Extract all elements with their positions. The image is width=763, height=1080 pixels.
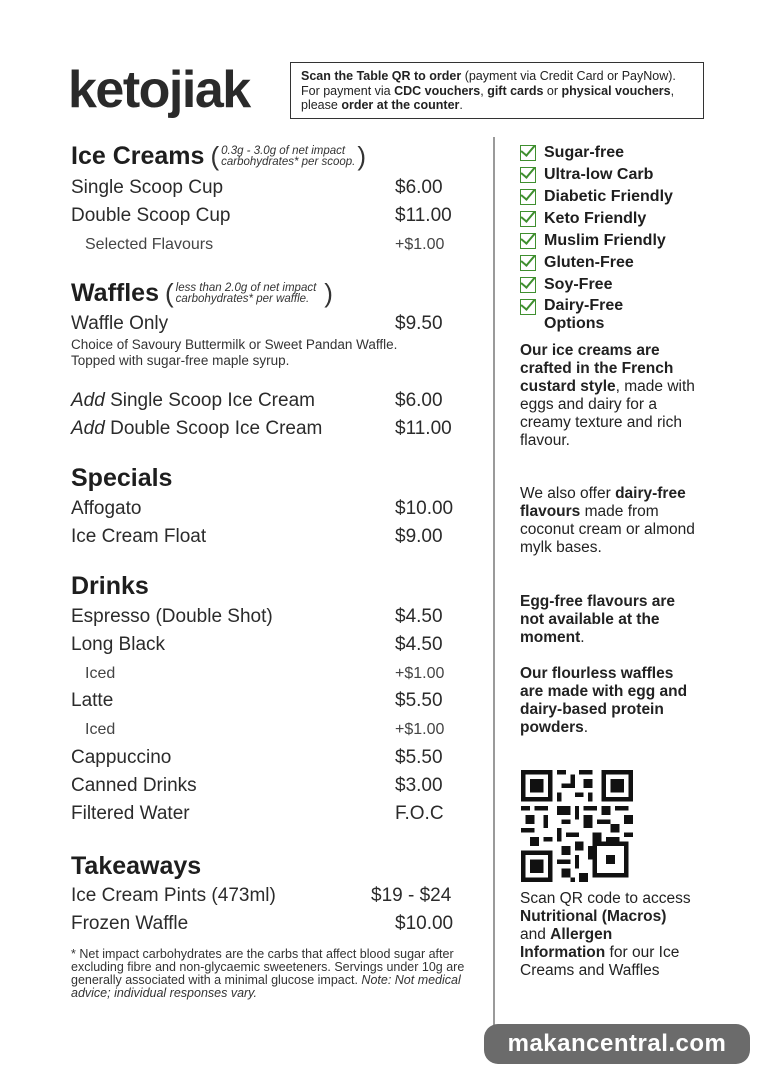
item-price: $6.00 [395,177,443,198]
waffles-note-1: less than 2.0g of net impact [175,281,317,294]
feature-label: Diabetic Friendly [544,188,673,205]
feature-item [520,165,673,187]
waffle-description: Choice of Savoury Buttermilk or Sweet Pandan Waffle. Topped with sugar-free maple syrup. [71,337,398,368]
item-price: $9.50 [395,313,443,334]
feature-label: Sugar-free [544,144,625,161]
qr-info [520,890,695,980]
feature-label: Muslim Friendly [544,232,666,249]
menu-item [71,498,471,520]
item-name: Canned Drinks [71,775,197,796]
item-name: Iced [85,665,116,682]
feature-label: Soy-Free [544,276,613,293]
notice-end: . [459,98,463,112]
qr-nutritional: Nutritional (Macros) [520,908,667,925]
notice-text-2: , please [301,83,675,112]
add-word: Add [71,390,105,411]
eggfree-end: . [580,629,585,646]
menu-item [71,390,471,412]
item-price: $3.00 [395,775,443,796]
menu-item [71,606,471,628]
feature-item [520,209,673,231]
waffles-note-2: carbohydrates* per waffle. [175,292,310,305]
flourless-end: . [583,719,589,736]
item-name: Affogato [71,498,142,519]
item-name: Iced [85,721,116,738]
menu-item [71,665,471,683]
paren-open: ( [210,141,220,171]
waffles-note [176,283,317,305]
menu-item [71,205,471,227]
item-name: Latte [71,690,114,711]
dairyfree-bold: dairy-free flavours [520,485,686,520]
ice-creams-title: Ice Creams [71,142,205,170]
feature-item [520,297,664,337]
item-name: Cappuccino [71,747,172,768]
item-name: Double Scoop Ice Cream [110,418,323,439]
item-name: Double Scoop Cup [71,205,231,226]
qr-allergen: Allergen Information [520,926,613,961]
notice-text-1: (payment via Credit Card or PayNow). For payment via [301,69,676,98]
specials-title: Specials [71,464,173,492]
egg-free-info [520,593,695,647]
checkbox-icon [520,167,536,183]
dairy-free-info [520,485,695,557]
checkbox-icon [520,189,536,205]
menu-item [71,885,471,907]
waffles-title: Waffles [71,279,159,307]
column-divider [493,137,495,1027]
footnote-text: * Net impact carbohydrates are the carbs that affect blood sugar after excluding fibre and non-glycaemic sweeteners. Servings under 10g are generally associated with a minimal glucose impact. [71,947,465,987]
flourless-info [520,665,695,737]
ice-creams-note [221,146,355,168]
feature-item [520,253,673,275]
paren-close: ) [357,141,367,171]
qr-code-icon[interactable] [521,770,633,882]
qr-rest: for our Ice Creams and Waffles [520,944,680,979]
watermark: makancentral.com [484,1024,750,1064]
flourless-bold: Our flourless waffles are made with egg and dairy-based protein powders [520,665,688,736]
menu-item [71,747,471,769]
custard-info [520,342,695,450]
item-price: $6.00 [395,390,443,411]
qr-pre: Scan QR code to access [520,890,691,907]
item-name: Single Scoop Ice Cream [110,390,315,411]
item-name: Frozen Waffle [71,913,189,934]
item-price: +$1.00 [395,721,445,738]
item-price: $11.00 [395,205,452,226]
qr-mid: and [520,926,551,943]
item-name: Ice Cream Float [71,526,207,547]
item-name: Long Black [71,634,166,655]
ketojiak-logo: ketojiak [68,61,250,119]
feature-label: Dairy-Free Options [544,297,624,332]
ice-creams-header [71,141,366,172]
dairyfree-pre: We also offer [520,485,616,502]
menu-item [71,526,471,548]
notice-scan-qr: Scan the Table QR to order [301,69,462,83]
item-name: Selected Flavours [85,236,214,253]
paren-open: ( [164,278,174,308]
order-notice [290,62,704,119]
item-price: $5.50 [395,690,443,711]
notice-sep-1: , [480,83,488,98]
menu-item [71,690,471,712]
menu-item [71,236,471,254]
carb-footnote [71,948,481,1000]
dairyfree-rest: made from coconut cream or almond mylk bases. [520,503,695,556]
feature-label: Gluten-Free [544,254,634,271]
ice-creams-note-1: 0.3g - 3.0g of net impact [221,144,346,157]
item-price: $5.50 [395,747,443,768]
waffles-header [71,278,333,309]
menu-item [71,775,471,797]
menu-item [71,913,471,935]
item-name: Ice Cream Pints (473ml) [71,885,276,906]
item-price: $19 - $24 [371,885,452,906]
menu-item [71,177,471,199]
checkbox-icon [520,277,536,293]
menu-item [71,418,471,440]
checkbox-icon [520,233,536,249]
item-price: +$1.00 [395,236,445,253]
notice-sep-2: or [543,83,562,98]
item-price: $11.00 [395,418,452,439]
eggfree-bold: Egg-free flavours are not available at the moment [520,593,676,646]
feature-item [520,231,673,253]
menu-item [71,803,471,825]
drinks-title: Drinks [71,572,149,600]
menu-item [71,313,471,335]
feature-item [520,275,673,297]
ice-creams-note-2: carbohydrates* per scoop. [221,155,356,168]
custard-bold: Our ice creams are crafted in the French custard style [520,342,674,395]
custard-rest: , made with eggs and dairy for a creamy texture and rich flavour. [520,378,695,449]
item-price: F.O.C [395,803,444,824]
checkbox-icon [520,299,536,315]
takeaways-title: Takeaways [71,852,202,880]
item-name: Filtered Water [71,803,190,824]
menu-item [71,721,471,739]
notice-cdc: CDC vouchers [394,83,481,98]
paren-close: ) [324,278,333,308]
feature-label: Keto Friendly [544,210,647,227]
item-name: Waffle Only [71,313,169,334]
menu-item [71,634,471,656]
item-price: $10.00 [395,913,454,934]
checkbox-icon [520,145,536,161]
item-price: $4.50 [395,634,443,655]
notice-physical: physical vouchers [561,83,671,98]
feature-item [520,187,673,209]
feature-item [520,143,673,165]
item-price: $4.50 [395,606,443,627]
feature-checklist [520,143,673,337]
checkbox-icon [520,211,536,227]
item-price: $10.00 [395,498,454,519]
footnote-disclaimer: Note: Not medical advice; individual responses vary. [71,973,461,1000]
item-price: +$1.00 [395,665,445,682]
notice-gift: gift cards [487,83,544,98]
add-word: Add [71,418,105,439]
feature-label: Ultra-low Carb [544,166,654,183]
item-price: $9.00 [395,526,443,547]
item-name: Espresso (Double Shot) [71,606,273,627]
notice-counter: order at the counter [341,98,460,112]
checkbox-icon [520,255,536,271]
item-name: Single Scoop Cup [71,177,224,198]
